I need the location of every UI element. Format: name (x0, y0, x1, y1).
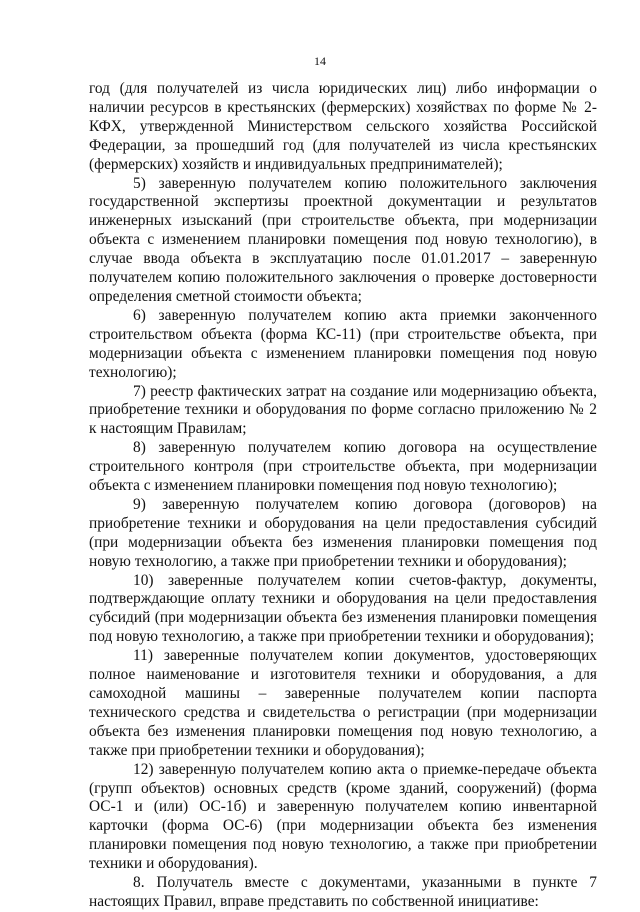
paragraph-section-8: 8. Получатель вместе с документами, указанными в пункте 7 настоящих Правил, вправе представить по собственной инициативе: (89, 874, 597, 910)
paragraph-item-8: 8) заверенную получателем копию договора на осуществление строительного контроля (при строительстве объекта, при модернизации объекта с изменением планировки помещения под новую технологию); (89, 439, 597, 495)
paragraph-continuation: год (для получателей из числа юридических лиц) либо информации о наличии ресурсов в крестьянских (фермерских) хозяйствах по форме № 2-КФХ, утвержденной Министерством сельского хозяйства Российской Федерации, за прошедший год (для получателей из числа крестьянских (фермерских) хозяйств и индивидуальных предпринимателей); (89, 80, 597, 173)
paragraph-item-12: 12) заверенную получателем копию акта о приемке-передаче объекта (групп объектов) основных средств (кроме зданий, сооружений) (форма ОС-1 и (или) ОС-1б) и заверенную получателем копию инвентарной карточки (форма ОС-6) (при модернизации объекта без изменения планировки помещения под новую технологию, а также при приобретении техники и оборудования). (89, 760, 597, 873)
paragraph-item-5: 5) заверенную получателем копию положительного заключения государственной экспертизы проектной документации и результатов инженерных изысканий (при строительстве объекта, при модернизации объекта с изменением планировки помещения под новую технологию), в случае ввода объекта в эксплуатацию после 01.01.2017 – заверенную получателем копию положительного заключения о проверке достоверности определения сметной стоимости объекта; (89, 174, 597, 305)
paragraph-item-10: 10) заверенные получателем копии счетов-фактур, документы, подтверждающие оплату техники и оборудования на цели предоставления субсидий (при модернизации объекта без изменения планировки помещения под новую технологию, а также при приобретении техники и оборудования); (89, 571, 597, 646)
paragraph-item-9: 9) заверенную получателем копию договора (договоров) на приобретение техники и оборудования на цели предоставления субсидий (при модернизации объекта без изменения планировки помещения под новую технологию, а также при приобретении техники и оборудования); (89, 495, 597, 570)
paragraph-item-6: 6) заверенную получателем копию акта приемки законченного строительством объекта (форма КС-11) (при строительстве объекта, при модернизации объекта с изменением планировки помещения под новую технологию); (89, 306, 597, 381)
page-number: 14 (314, 54, 326, 68)
document-body (89, 80, 597, 912)
paragraph-item-7: 7) реестр фактических затрат на создание или модернизацию объекта, приобретение техники и оборудования по форме согласно приложению № 2 к настоящим Правилам; (89, 382, 597, 438)
paragraph-item-11: 11) заверенные получателем копии документов, удостоверяющих полное наименование и изготовителя техники и оборудования, а для самоходной машины – заверенные получателем копии паспорта технического средства и свидетельства о регистрации (при модернизации объекта без изменения планировки помещения под новую технологию, а также при приобретении техники и оборудования); (89, 647, 597, 759)
